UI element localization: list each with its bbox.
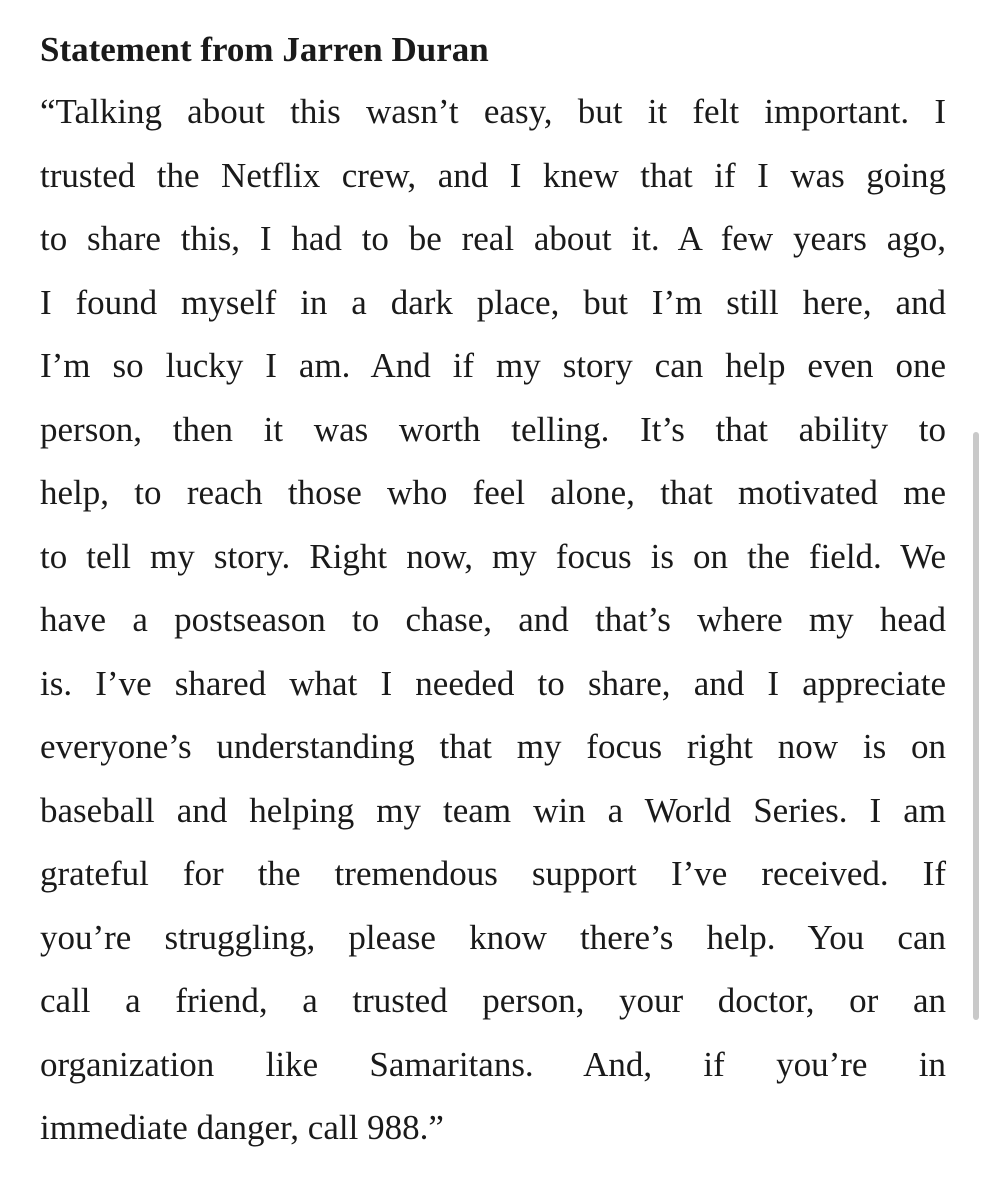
- statement-line: help, to reach those who feel alone, that motivated me: [40, 473, 946, 512]
- statement-line: I’m so lucky I am. And if my story can help even one: [40, 346, 946, 385]
- statement-line: baseball and helping my team win a World Series. I am: [40, 790, 946, 830]
- statement-line: I found myself in a dark place, but I’m still here, and: [40, 282, 946, 322]
- statement-line: is. I’ve shared what I needed to share, and I appreciate: [40, 663, 946, 703]
- statement-line: have a postseason to chase, and that’s where my head: [40, 600, 946, 639]
- statement-line: “Talking about this wasn’t easy, but it felt important. I: [40, 92, 946, 131]
- statement-title: Statement from Jarren Duran: [40, 30, 489, 69]
- vertical-scrollbar[interactable]: [973, 432, 979, 1020]
- statement-document: [40, 20, 946, 1160]
- statement-line: you’re struggling, please know there’s help. You can: [40, 917, 946, 957]
- statement-line: call a friend, a trusted person, your doctor, or an: [40, 981, 946, 1020]
- statement-body: [40, 80, 946, 1160]
- statement-line: grateful for the tremendous support I’ve received. If: [40, 854, 946, 893]
- statement-line: trusted the Netflix crew, and I knew that if I was going: [40, 155, 946, 195]
- statement-line: immediate danger, call 988.”: [40, 1108, 444, 1147]
- statement-line: person, then it was worth telling. It’s that ability to: [40, 409, 946, 449]
- statement-line: organization like Samaritans. And, if you’re in: [40, 1044, 946, 1084]
- statement-line: to share this, I had to be real about it. A few years ago,: [40, 219, 946, 258]
- statement-line: everyone’s understanding that my focus right now is on: [40, 727, 946, 766]
- statement-line: to tell my story. Right now, my focus is on the field. We: [40, 536, 946, 576]
